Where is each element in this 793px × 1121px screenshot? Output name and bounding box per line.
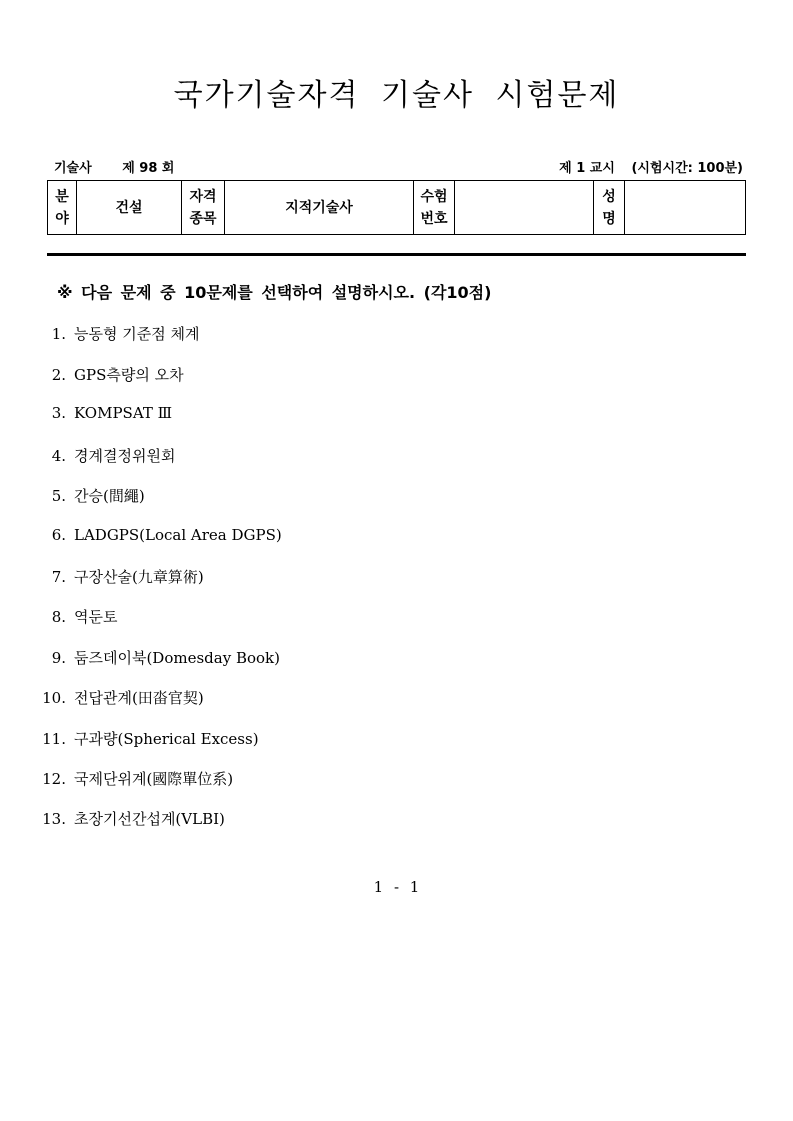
question-item: 6. LADGPS(Local Area DGPS)	[51, 526, 282, 544]
exam-header-table	[47, 180, 746, 235]
question-item: 9. 둠즈데이북(Domesday Book)	[51, 649, 280, 667]
exam-info-right	[559, 157, 743, 176]
question-item: 10. 전답관계(田畓官契)	[42, 689, 204, 707]
exam-time: (시험시간: 100분)	[631, 161, 743, 176]
exam-period: 제 1 교시	[559, 161, 615, 176]
field-value: 건설	[77, 181, 182, 235]
question-item: 1. 능동형 기준점 체계	[51, 325, 200, 343]
exam-category: 기술사	[54, 161, 92, 176]
exam-number-label: 수험 번호	[414, 181, 455, 235]
question-item: 12. 국제단위계(國際單位系)	[42, 770, 234, 788]
question-item: 11. 구과량(Spherical Excess)	[42, 730, 259, 748]
question-item: 3. KOMPSAT Ⅲ	[51, 404, 173, 422]
question-item: 7. 구장산술(九章算術)	[51, 568, 204, 586]
exam-title: 국가기술자격 기술사 시험문제	[173, 78, 620, 113]
name-label: 성 명	[594, 181, 625, 235]
question-item: 2. GPS측량의 오차	[51, 366, 184, 384]
qualification-value: 지적기술사	[225, 181, 414, 235]
divider-line	[47, 253, 746, 256]
page-number: 1 - 1	[373, 878, 420, 896]
exam-info-left	[54, 157, 174, 176]
question-item: 8. 역둔토	[51, 608, 118, 626]
exam-number-field[interactable]	[455, 181, 594, 235]
instruction: ※ 다음 문제 중 10문제를 선택하여 설명하시오. (각10점)	[57, 283, 492, 302]
question-item: 5. 간승(間繩)	[51, 487, 145, 505]
field-label: 분 야	[48, 181, 77, 235]
name-field[interactable]	[625, 181, 746, 235]
question-item: 4. 경계결정위원회	[51, 447, 176, 465]
qualification-label: 자격 종목	[182, 181, 225, 235]
exam-round: 제 98 회	[122, 161, 175, 176]
question-item: 13. 초장기선간섭계(VLBI)	[42, 810, 225, 828]
